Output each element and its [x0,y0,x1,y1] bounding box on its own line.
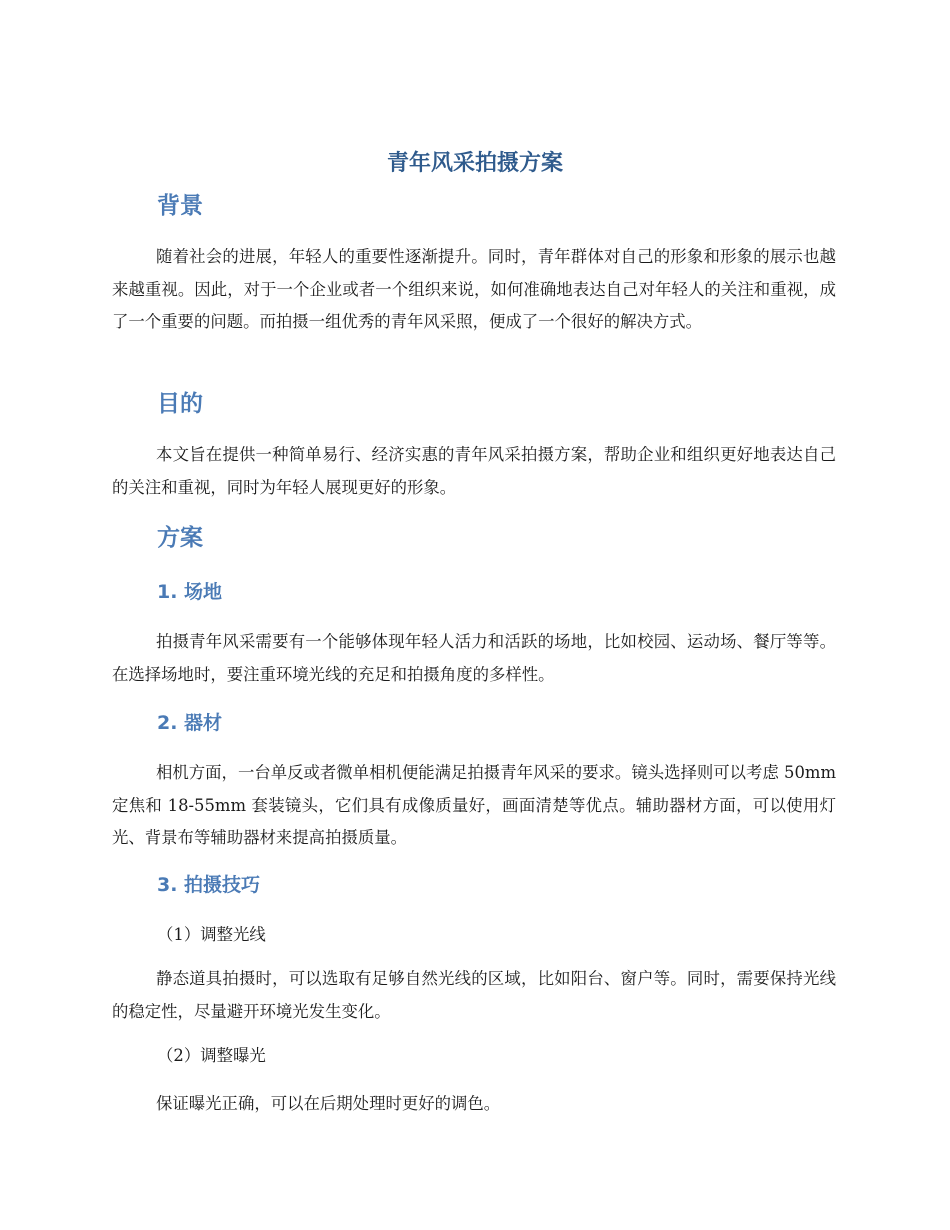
subsection-heading-techniques: 3. 拍摄技巧 [157,874,261,896]
technique-light-label: （1）调整光线 [157,925,266,944]
technique-light-paragraph: 静态道具拍摄时，可以选取有足够自然光线的区域，比如阳台、窗户等。同时，需要保持光线的稳定性，尽量避开环境光发生变化。 [112,969,836,1021]
background-paragraph: 随着社会的进展，年轻人的重要性逐渐提升。同时，青年群体对自己的形象和形象的展示也越来越重视。因此，对于一个企业或者一个组织来说，如何准确地表达自己对年轻人的关注和重视，成了一个重要的问题。而拍摄一组优秀的青年风采照，便成了一个很好的解决方式。 [112,247,836,331]
section-heading-background: 背景 [157,193,203,219]
section-heading-purpose: 目的 [157,391,203,417]
subsection-heading-venue: 1. 场地 [157,581,223,603]
venue-paragraph: 拍摄青年风采需要有一个能够体现年轻人活力和活跃的场地，比如校园、运动场、餐厅等等。在选择场地时，要注重环境光线的充足和拍摄角度的多样性。 [112,632,836,684]
technique-exposure-paragraph: 保证曝光正确，可以在后期处理时更好的调色。 [156,1094,501,1113]
subsection-heading-equipment: 2. 器材 [157,712,223,734]
technique-exposure-label: （2）调整曝光 [157,1046,266,1065]
document-title: 青年风采拍摄方案 [386,151,563,176]
section-heading-plan: 方案 [157,525,203,551]
purpose-paragraph: 本文旨在提供一种简单易行、经济实惠的青年风采拍摄方案，帮助企业和组织更好地表达自己的关注和重视，同时为年轻人展现更好的形象。 [112,445,836,497]
equipment-paragraph: 相机方面，一台单反或者微单相机便能满足拍摄青年风采的要求。镜头选择则可以考虑 50mm 定焦和 18-55mm 套装镜头，它们具有成像质量好，画面清楚等优点。辅助器材方面，可以使用灯光、背景布等辅助器材来提高拍摄质量。 [112,763,836,847]
